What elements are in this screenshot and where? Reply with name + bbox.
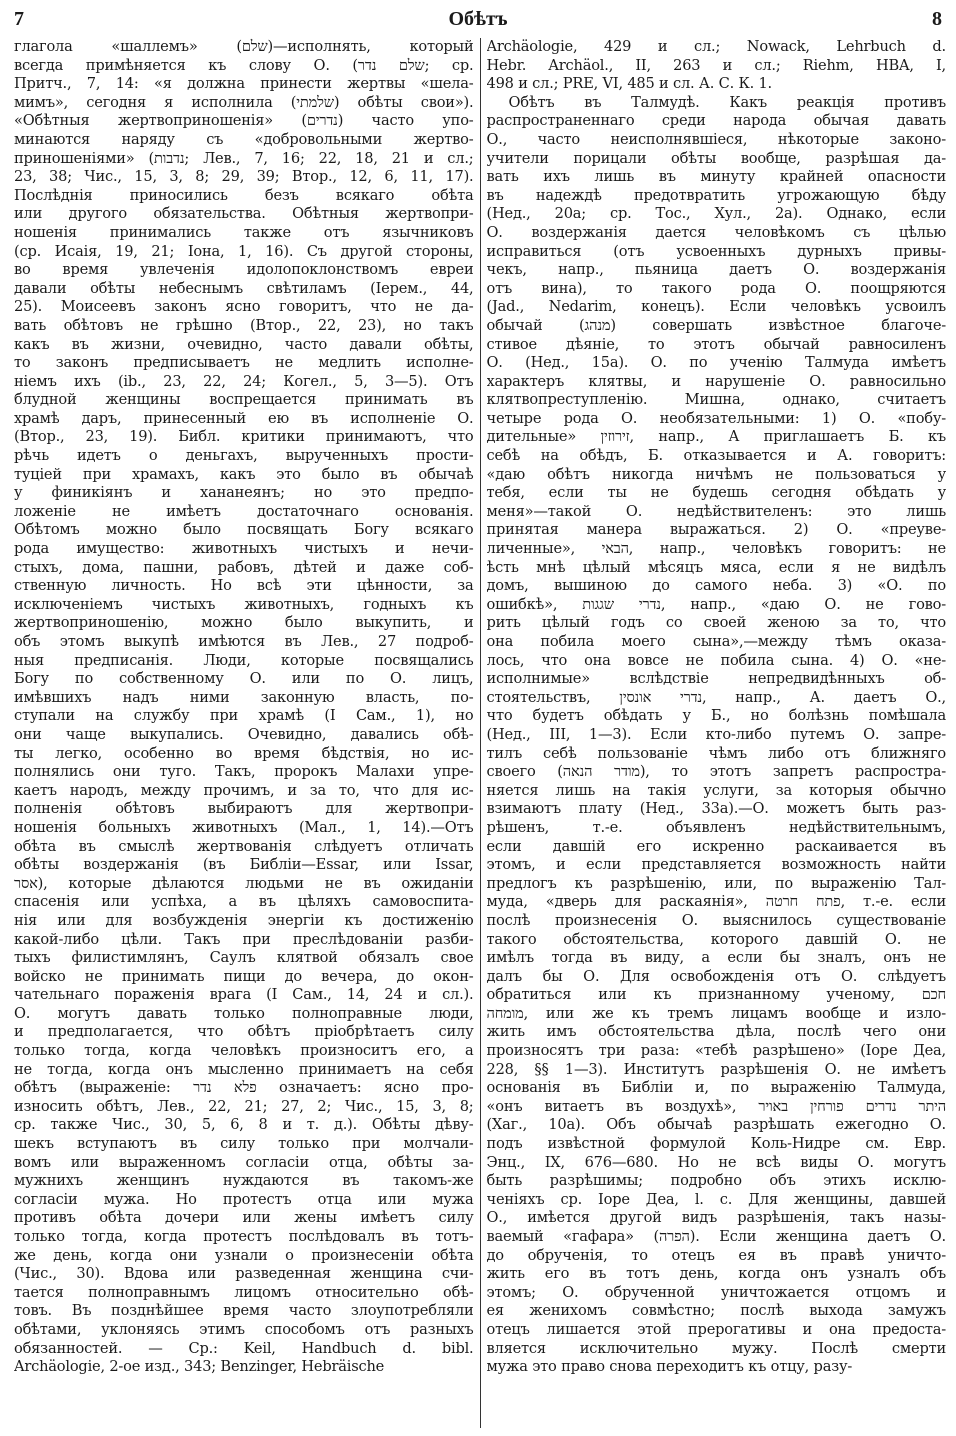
text-line: минаются наряду съ «добровольными жертво- [14, 130, 474, 148]
text-line: Hebr. Archäol., II, 263 и сл.; Riehm, HBA, I, [486, 56, 946, 74]
text-line: какой-либо цѣли. Такъ при преслѣдованіи разби- [14, 930, 474, 948]
text-line: предлогъ къ разрѣшенію, или, по выраженію Тал- [486, 874, 946, 892]
page-title: Обѣтъ [448, 7, 508, 30]
text-line: во время увлеченія идолопоклонствомъ евреи [14, 261, 474, 279]
text-line: вляется исключительно мужу. Послѣ смерти [486, 1339, 946, 1357]
text-line: имѣлъ тогда въ виду, а если бы зналъ, онъ не [486, 949, 946, 967]
text-line: жить его въ тотъ день, когда онъ узналъ объ [486, 1265, 946, 1283]
text-line: (Чис., 30). Вдова или разведенная женщина счи- [14, 1265, 474, 1283]
text-line: «онъ витаетъ въ воздухѣ», היתר נדרים פורחין באויר [486, 1097, 946, 1115]
text-line: ченіяхъ ср. Іоре Деа, l. c. Для женщины, давшей [486, 1190, 946, 1208]
text-line: ступали на службу при храмѣ (I Сам., 1), но [14, 707, 474, 725]
text-line: (Нед., 20а; ср. Тос., Хул., 2а). Однако, если [486, 205, 946, 223]
text-line: ваемый «гафара» (הפרה). Если женщина даетъ О. [486, 1228, 946, 1245]
text-line: спасенія или успѣха, а въ цѣляхъ самовоспита- [14, 893, 474, 911]
text-line: каетъ народъ, между прочимъ, и за то, что для ис- [14, 781, 474, 799]
text-line: ложеніе не имѣетъ достаточнаго основанія. [14, 502, 474, 520]
text-line: Послѣднія приносились безъ всякаго обѣта [14, 186, 474, 204]
text-line: она побила моего сына»,—между тѣмъ оказа- [486, 633, 946, 650]
text-line: нія или для возбужденія энергіи къ достиженію [14, 911, 474, 929]
text-line: рить цѣлый годъ со своей женою за то, что [486, 614, 946, 632]
text-line: только тогда, когда протестъ послѣдовалъ въ тотъ- [14, 1228, 474, 1245]
text-line: дительные» זירוזין, напр., А приглашаетъ Б. къ [486, 428, 946, 446]
text-line: муда, «дверь для раскаянія», פתח חרטה, т.-е. если [486, 893, 946, 911]
text-line: приношеніями» (נדבות; Лев., 7, 16; 22, 18, 21 и сл.; [14, 149, 474, 167]
text-line: обѣтами, уклоняясь этимъ способомъ отъ разныхъ [14, 1320, 474, 1338]
text-line: мужа это право снова переходитъ къ отцу, разу- [486, 1358, 853, 1376]
text-line: объ этомъ выкупѣ имѣются въ Лев., 27 подроб- [14, 633, 474, 650]
text-line: обязанностей. — Ср.: Keil, Handbuch d. bibl. [14, 1339, 474, 1357]
text-line: ніемъ ихъ (ib., 23, 22, 24; Когел., 5, 3—5). Отъ [14, 372, 474, 390]
text-line: своего (מודר הנאה), то этотъ запретъ распростра- [486, 763, 946, 781]
text-line: 23, 38; Чис., 15, 3, 8; 29, 39; Втор., 12, 6, 11, 17). [14, 168, 474, 186]
text-line: отъ вина), то такого рода О. поощряются [486, 279, 946, 297]
text-line: 25). Моисеевъ законъ ясно говоритъ, что не да- [14, 298, 474, 316]
text-line: отецъ лишается этой прерогативы и она предоста- [486, 1320, 946, 1338]
text-line: противъ обѣта дочери или жены имѣетъ силу [14, 1209, 474, 1227]
text-line: исключеніемъ чистыхъ животныхъ, годныхъ къ [14, 595, 474, 613]
text-line: лось, что она вовсе не побила сына. 4) О. «не- [486, 651, 946, 669]
left-column [14, 38, 480, 1428]
text-line: О., имѣется другой видъ разрѣшенія, такъ назы- [486, 1209, 946, 1227]
text-line: этомъ, и если представляется возможность найти [486, 856, 946, 874]
text-line: тыхъ филистимлянъ, Саулъ клятвой обязалъ свое [14, 949, 474, 967]
text-line: стоятельствъ, נדרי אונסין, напр., А. даетъ О., [486, 688, 946, 706]
text-line: няется лишь на такія услуги, за которыя обычно [486, 781, 946, 799]
text-line: храмѣ даръ, принесенный ею въ исполненіе О. [14, 409, 474, 427]
text-line: и предполагается, что обѣтъ пріобрѣтаетъ силу [14, 1023, 474, 1041]
text-line: Archäologie, 2-ое изд., 343; Benzinger, Hebräische [14, 1358, 385, 1376]
page-number-right: 8 [932, 7, 942, 30]
text-line: послѣ произнесенія О. выяснилось существованіе [486, 911, 946, 929]
text-line: себѣ на обѣдъ, Б. отказывается и А. говоритъ: [486, 447, 946, 465]
text-line: Archäologie, 429 и сл.; Nowack, Lehrbuch d. [486, 38, 946, 55]
text-line: вать ихъ лишь въ минуту крайней опасности [486, 168, 946, 186]
text-line: произносятъ три раза: «тебѣ разрѣшено» (Іоре Деа, [486, 1042, 946, 1060]
text-line: О. могутъ давать только полноправные люди, [14, 1004, 474, 1022]
text-line: (Хаг., 10а). Объ обычаѣ разрѣшать ежегодно О. [486, 1116, 946, 1134]
text-line: принятая манера выражаться. 2) О. «преуве- [486, 521, 946, 539]
text-line: взимаютъ плату (Нед., 33а).—О. можетъ быть раз- [486, 800, 946, 818]
text-line: до обрученія, то отецъ ея въ правѣ уничто- [486, 1246, 946, 1264]
text-line: ношенія принимались также отъ язычниковъ [14, 223, 474, 241]
text-line: «Обѣтныя жертвоприношенія» (נדרים) часто упо- [14, 112, 474, 130]
text-line: рѣчь идетъ о деньгахъ, вырученныхъ прости- [14, 447, 474, 465]
text-line: О. воздержанія дается человѣкомъ съ цѣлью [486, 223, 946, 241]
text-line: вомъ или выраженномъ согласіи отца, обѣты за- [14, 1153, 474, 1171]
text-line: О., часто неисполнявшіеся, нѣкоторые законо- [486, 130, 946, 148]
text-line: глагола «шаллемъ» (שלם)—исполнять, который [14, 38, 474, 55]
text-line: исполнимые» вслѣдствіе непредвидѣнныхъ об- [486, 670, 946, 688]
text-line: ср. также Чис., 30, 5, 6, 8 и т. д.). Обѣты дѣву- [14, 1116, 474, 1134]
text-line: то законъ предписываетъ не медлить исполне- [14, 354, 474, 372]
text-line: Обѣтъ въ Талмудѣ. Какъ реакція противъ [508, 93, 946, 111]
text-line: если давшій его искренно раскаивается въ [486, 837, 946, 855]
text-line: обѣты воздержанія (въ Библіи—Essar, или Issar, [14, 856, 474, 874]
text-line: мимъ», сегодня я исполнила (שלמתי) обѣты свои»). [14, 93, 474, 111]
text-line: характеръ клятвы, и нарушеніе О. равносильно [486, 372, 946, 390]
text-line: четыре рода О. необязательными: 1) О. «побу- [486, 409, 946, 427]
text-line: чательнаго пораженія врага (I Сам., 14, 24 и сл.). [14, 986, 474, 1004]
text-line: чекъ, напр., пьяница даетъ О. воздержанія [486, 261, 946, 279]
text-line: ственную личность. Но всѣ эти цѣнности, за [14, 577, 474, 595]
text-line: туціей при храмахъ, какъ это было въ обычаѣ [14, 465, 474, 483]
right-column [481, 38, 947, 1428]
text-line: этомъ; О. обрученной уничтожается отцомъ и [486, 1283, 946, 1301]
text-line: ошибкѣ», נדרי שגגות, напр., «даю О. не гово- [486, 595, 946, 613]
text-line: въ надеждѣ предотвратить угрожающую бѣду [486, 186, 946, 204]
text-line: быть разрѣшимы; подробно объ этихъ исклю- [486, 1172, 946, 1190]
text-line: жертвоприношенію, можно было выкупить, и [14, 614, 474, 632]
text-line: давали обѣты небеснымъ свѣтиламъ (Іерем., 44, [14, 279, 474, 297]
text-line: войско не принимать пищи до вечера, до окон- [14, 967, 474, 985]
text-line: клятвопреступленію. Мишна, однако, считаетъ [486, 391, 946, 409]
text-line: домъ, вышиною до самого неба. 3) «О. по [486, 577, 946, 595]
text-line: מומחה, или же къ тремъ лицамъ вообще и изло- [486, 1004, 946, 1022]
text-line: стыхъ, дома, пашни, рабовъ, дѣтей и даже соб- [14, 558, 474, 576]
text-line: же день, когда они узнали о произнесеніи обѣта [14, 1246, 474, 1264]
text-line: личенные», הבאי, напр., человѣкъ говоритъ: не [486, 540, 946, 558]
text-line: или другого обязательства. Обѣтныя жертвопри- [14, 205, 474, 223]
text-line: (Втор., 23, 19). Библ. критики принимаютъ, что [14, 428, 474, 446]
text-line: тебя, если ты не будешь сегодня обѣдать у [486, 484, 946, 502]
text-line: (Jad., Nedarim, конецъ). Если человѣкъ усвоилъ [486, 298, 946, 316]
text-line: рѣшенъ, т.-е. объявленъ недѣйствительнымъ, [486, 818, 946, 836]
text-line: Обѣтомъ можно было посвящать Богу всякаго [14, 521, 474, 539]
text-line: Энц., IX, 676—680. Но не всѣ виды О. могутъ [486, 1153, 946, 1171]
text-line: подъ извѣстной формулой Коль-Нидре см. Евр. [486, 1135, 946, 1153]
text-line: вать обѣтовъ не грѣшно (Втор., 22, 23), но такъ [14, 316, 474, 334]
page-number-left: 7 [14, 7, 24, 30]
text-line: учители порицали обѣты вообще, разрѣшая да- [486, 149, 946, 167]
text-line: полнялись они туго. Такъ, пророкъ Малахи упре- [14, 763, 474, 781]
text-line: шекъ вступаютъ въ силу только при молчали- [14, 1135, 474, 1153]
text-line: (ср. Исаія, 19, 21; Іона, 1, 16). Съ другой стороны, [14, 242, 474, 260]
text-line: О. (Нед., 15а). О. по ученію Талмуда имѣетъ [486, 354, 946, 372]
text-line: ныя предписанія. Люди, которые посвящались [14, 651, 474, 669]
text-line: какъ въ жизни, очевидно, часто давали обѣты, [14, 335, 474, 353]
text-line: (Нед., III, 1—3). Если кто-либо путемъ О. запре- [486, 725, 946, 743]
text-columns [14, 38, 946, 1428]
text-line: אסר), которые дѣлаются людьми не въ ожиданіи [14, 874, 474, 892]
text-line: тилъ себѣ пользованіе чѣмъ либо отъ ближняго [486, 744, 946, 762]
text-line: обратиться или къ признанному ученому, חכם [486, 986, 946, 1004]
text-line: у финикіянъ и хананеянъ; но это предпо- [14, 484, 474, 502]
text-line: ея женихомъ совмѣстно; послѣ выхода замужъ [486, 1302, 946, 1320]
text-line: товъ. Въ позднѣйшее время часто злоупотребляли [14, 1302, 474, 1320]
text-line: ты легко, особенно во время бѣдствія, но ис- [14, 744, 474, 762]
text-line: 228, §§ 1—3). Институтъ разрѣшенія О. не имѣетъ [486, 1060, 946, 1078]
text-line: имѣвшихъ надъ ними законную власть, по- [14, 688, 474, 706]
text-line: тается полноправнымъ лицомъ относительно обѣ- [14, 1283, 474, 1301]
text-line: только тогда, когда человѣкъ произноситъ его, а [14, 1042, 474, 1060]
text-line: обѣта въ смыслѣ жертвованія слѣдуетъ отличать [14, 837, 474, 855]
text-line: полненія обѣтовъ выбираютъ для жертвопри- [14, 800, 474, 818]
text-line: 498 и сл.; PRE, VI, 485 и сл. А. С. К. 1. [486, 75, 772, 93]
text-line: всегда примѣняется къ слову О. (שלם נדר; ср. [14, 56, 474, 74]
text-line: ѣсть мнѣ цѣлый мѣсяцъ мяса, если я не видѣлъ [486, 558, 946, 576]
text-line: блудной женщины воспрещается принимать въ [14, 391, 474, 409]
text-line: мужнихъ женщинъ нуждаются въ такомъ-же [14, 1172, 474, 1190]
text-line: меня»—такой О. недѣйствителенъ: это лишь [486, 502, 946, 520]
text-line: они чаще выкупались. Очевидно, давались обѣ- [14, 725, 474, 743]
text-line: обычай (מנהג) совершать извѣстное благоче- [486, 316, 946, 334]
text-line: согласіи мужа. Но протестъ отца или мужа [14, 1190, 474, 1208]
text-line: такого обстоятельства, которого давшій О. не [486, 930, 946, 948]
text-line: что будетъ обѣдать у Б., но болѣзнь помѣшала [486, 707, 946, 725]
text-line: жить имъ обстоятельства дѣла, послѣ чего они [486, 1023, 946, 1041]
text-line: не тогда, когда онъ мысленно принимаетъ на себя [14, 1060, 474, 1078]
text-line: далъ бы О. Для освобожденія отъ О. слѣдуетъ [486, 967, 946, 985]
text-line: «даю обѣтъ никогда ничѣмъ не пользоваться у [486, 465, 946, 483]
text-line: стивое дѣяніе, то этотъ обычай равносиленъ [486, 335, 946, 353]
text-line: рода имущество: животныхъ чистыхъ и нечи- [14, 540, 474, 558]
text-line: обѣтъ (выраженіе: פלא נדר означаетъ: ясно про- [14, 1079, 474, 1097]
text-line: исправиться (отъ усвоенныхъ дурныхъ привы- [486, 242, 946, 260]
text-line: распространеннаго среди народа обычая давать [486, 112, 946, 130]
text-line: ношенія больныхъ животныхъ (Мал., 1, 14).—Отъ [14, 818, 474, 836]
text-line: основанія въ Библіи и, по выраженію Талмуда, [486, 1079, 946, 1097]
text-line: Притч., 7, 14: «я должна принести жертвы «шела- [14, 75, 474, 93]
text-line: износить обѣтъ, Лев., 22, 21; 27, 2; Чис., 15, 3, 8; [14, 1097, 474, 1115]
text-line: Богу по собственному О. или по О. лицъ, [14, 670, 474, 688]
page-header [14, 6, 942, 32]
